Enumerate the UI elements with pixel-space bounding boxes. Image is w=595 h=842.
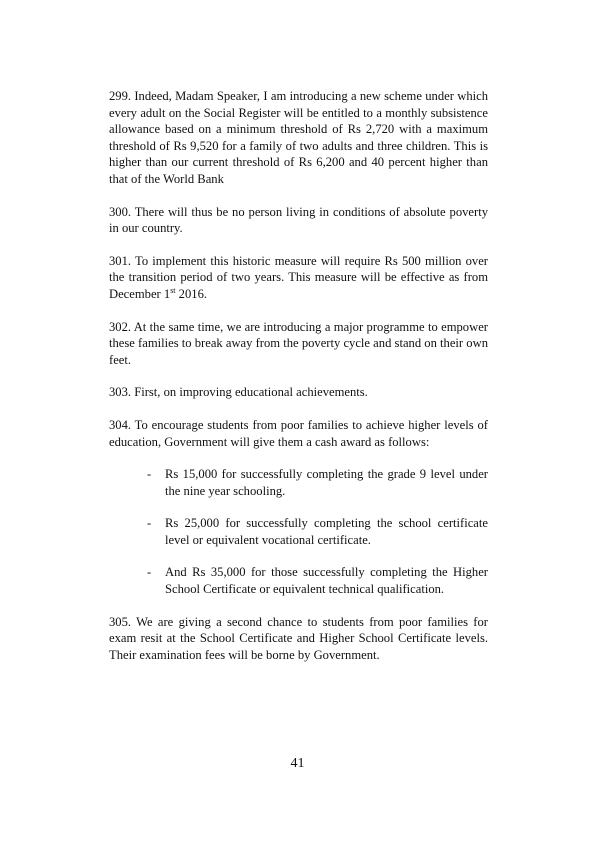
list-item xyxy=(109,515,488,548)
paragraph-305: 305. We are giving a second chance to students from poor families for exam resit at the School Certificate and Higher School Certificate levels. Their examination fees will be borne by Government. xyxy=(109,614,488,662)
paragraph-302: 302. At the same time, we are introducing a major programme to empower these families to break away from the poverty cycle and stand on their own feet. xyxy=(109,319,488,367)
page-number: 41 xyxy=(290,756,305,771)
paragraph-300: 300. There will thus be no person living in conditions of absolute poverty in our country. xyxy=(109,204,488,236)
paragraph-304: 304. To encourage students from poor families to achieve higher levels of education, Government will give them a cash award as follows: xyxy=(109,417,488,449)
list-item-text: Rs 15,000 for successfully completing the grade 9 level under the nine year schooling. xyxy=(165,467,488,498)
list-item-text: And Rs 35,000 for those successfully completing the Higher School Certificate or equivalent technical qualification. xyxy=(165,565,488,597)
cash-award-list xyxy=(109,466,488,598)
bullet-dash: - xyxy=(147,516,152,531)
paragraph-303: 303. First, on improving educational achievements. xyxy=(109,385,368,400)
document-body xyxy=(109,88,488,679)
paragraph-301 xyxy=(109,253,488,303)
date-ordinal-suffix: st xyxy=(170,285,176,295)
list-item xyxy=(109,564,488,597)
bullet-dash: - xyxy=(147,467,152,482)
bullet-dash: - xyxy=(147,565,152,580)
paragraph-299: 299. Indeed, Madam Speaker, I am introducing a new scheme under which every adult on the Social Register will be entitled to a monthly subsistence allowance based on a minimum threshold of Rs 2,720 with a maximum threshold of Rs 9,520 for a family of two adults and three children. This is higher than our current threshold of Rs 6,200 and 40 percent higher than that of the World Bank xyxy=(109,89,488,186)
paragraph-301-year: 2016. xyxy=(175,286,208,301)
paragraph-301-text: 301. To implement this historic measure will require Rs 500 million over the transition period of two years. This measure will be effective as from December 1 xyxy=(109,253,488,301)
list-item xyxy=(109,466,488,499)
list-item-text: Rs 25,000 for successfully completing the school certificate level or equivalent vocational certificate. xyxy=(165,516,488,547)
